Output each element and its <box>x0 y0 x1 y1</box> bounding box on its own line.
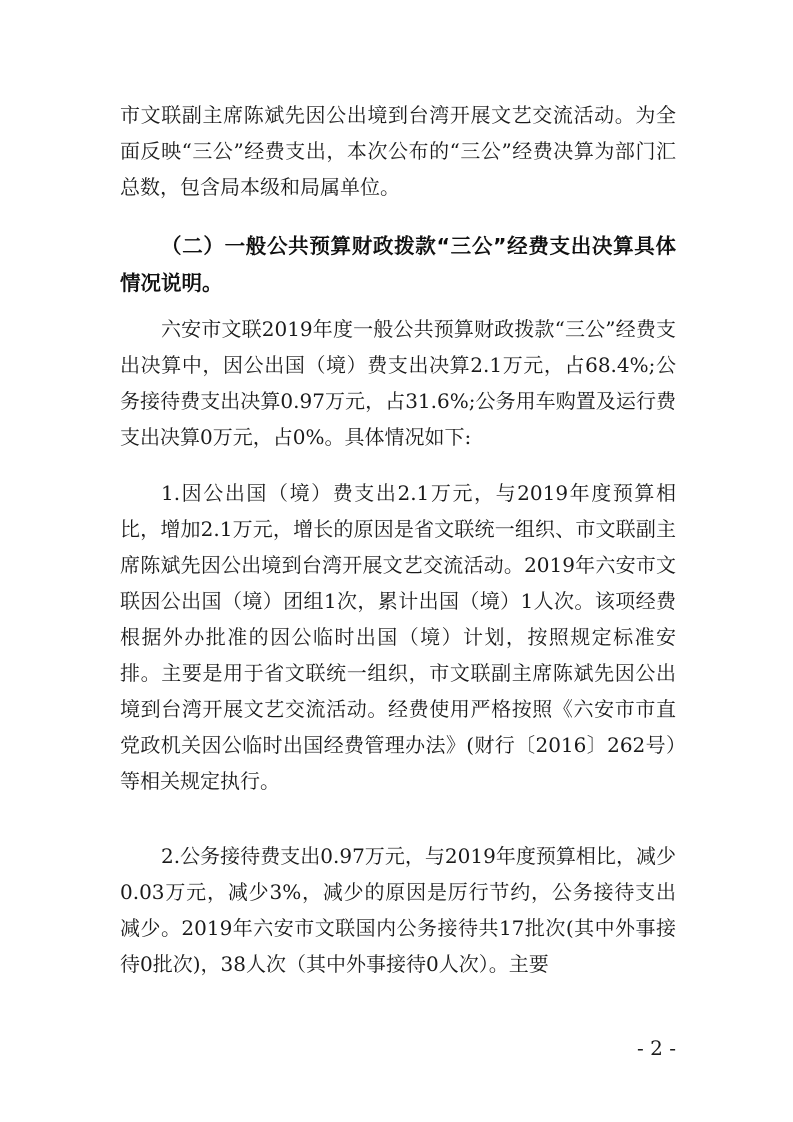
section-heading: （二）一般公共预算财政拨款“三公”经费支出决算具体情况说明。 <box>120 234 676 295</box>
paragraph-summary: 六安市文联2019年度一般公共预算财政拨款“三公”经费支出决算中，因公出国（境）费支出决算2.1万元，占68.4%;公务接待费支出决算0.97万元，占31.6%;公务用车购置及运行费支出决算0万元，占0%。具体情况如下: <box>120 317 676 449</box>
paragraph-reception-expense: 2.公务接待费支出0.97万元，与2019年度预算相比，减少0.03万元，减少3%，减少的原因是厉行节约，公务接待支出减少。2019年六安市文联国内公务接待共17批次(其中外事接待0批次)，38人次（其中外事接待0人次）。主要 <box>120 844 676 976</box>
paragraph-intro-continuation: 市文联副主席陈斌先因公出境到台湾开展文艺交流活动。为全面反映“三公”经费支出，本次公布的“三公”经费决算为部门汇总数，包含局本级和局属单位。 <box>120 103 676 199</box>
paragraph-overseas-expense: 1.因公出国（境）费支出2.1万元，与2019年度预算相比，增加2.1万元，增长的原因是省文联统一组织、市文联副主席陈斌先因公出境到台湾开展文艺交流活动。2019年六安市文联因公出国（境）团组1次，累计出国（境）1人次。该项经费根据外办批准的因公临时出国（境）计划，按照规定标准安排。主要是用于省文联统一组织，市文联副主席陈斌先因公出境到台湾开展文艺交流活动。经费使用严格按照《六安市市直党政机关因公临时出国经费管理办法》(财行〔2016〕262号）等相关规定执行。 <box>120 481 676 793</box>
page-number: - 2 - <box>637 1036 676 1060</box>
